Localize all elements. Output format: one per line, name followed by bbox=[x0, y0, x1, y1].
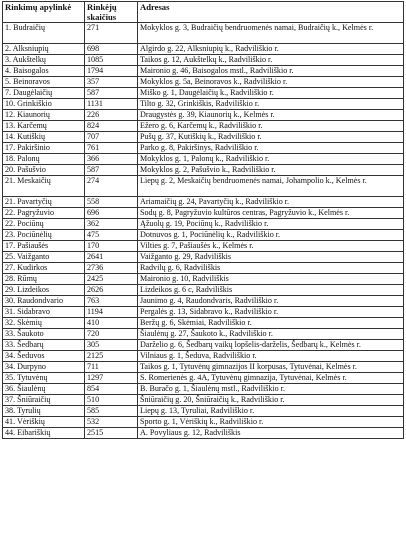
table-row bbox=[3, 77, 404, 88]
voters-cell: 2515 bbox=[85, 428, 138, 439]
table-row bbox=[3, 154, 404, 165]
voters-cell: 170 bbox=[85, 241, 138, 252]
table-row bbox=[3, 263, 404, 274]
address-cell: Vaižganto g. 29, Radviliškis bbox=[138, 252, 404, 263]
address-cell: Mokyklos g. 3, Budraičių bendruomenės namai, Budraičių k., Kelmės r. bbox=[138, 23, 404, 44]
voters-cell: 410 bbox=[85, 318, 138, 329]
address-cell: S. Romerienės g. 4A, Tytuvėnų gimnazija, Tytuvėnai, Kelmės r. bbox=[138, 373, 404, 384]
district-cell: 31. Sidabravo bbox=[3, 307, 85, 318]
address-cell: Šniūraičių g. 20, Šniūraičių k., Radviliškio r. bbox=[138, 395, 404, 406]
voters-cell: 532 bbox=[85, 417, 138, 428]
voters-cell: 698 bbox=[85, 44, 138, 55]
address-cell: Tilto g. 32, Grinkiškis, Radviliškio r. bbox=[138, 99, 404, 110]
table-row bbox=[3, 417, 404, 428]
address-cell: A. Povyliaus g. 12, Radviliškis bbox=[138, 428, 404, 439]
voters-cell: 1194 bbox=[85, 307, 138, 318]
table-row bbox=[3, 373, 404, 384]
voters-cell: 585 bbox=[85, 406, 138, 417]
district-cell: 21. Meskaičių bbox=[3, 176, 85, 197]
table-row bbox=[3, 44, 404, 55]
table-row bbox=[3, 296, 404, 307]
address-cell: Lizdeikos g. 6 c, Radviliškis bbox=[138, 285, 404, 296]
address-cell: Dotnuvos g. 1, Pociūnėlių k., Radviliškio r. bbox=[138, 230, 404, 241]
table-row bbox=[3, 132, 404, 143]
district-cell: 23. Pociūnėlių bbox=[3, 230, 85, 241]
voters-cell: 711 bbox=[85, 362, 138, 373]
voters-cell: 696 bbox=[85, 208, 138, 219]
district-cell: 7. Daugėlaičių bbox=[3, 88, 85, 99]
table-row bbox=[3, 351, 404, 362]
voters-cell: 2626 bbox=[85, 285, 138, 296]
table-row bbox=[3, 208, 404, 219]
table-row bbox=[3, 406, 404, 417]
voters-cell: 558 bbox=[85, 197, 138, 208]
table-row bbox=[3, 252, 404, 263]
table-header-row bbox=[3, 2, 404, 23]
voters-cell: 720 bbox=[85, 329, 138, 340]
voters-cell: 362 bbox=[85, 219, 138, 230]
voters-cell: 274 bbox=[85, 176, 138, 197]
table-row bbox=[3, 66, 404, 77]
table-row bbox=[3, 241, 404, 252]
address-cell: Šiaulėnų g. 27, Šaukoto k., Radviliškio r. bbox=[138, 329, 404, 340]
district-cell: 4. Baisogalos bbox=[3, 66, 85, 77]
table-row bbox=[3, 362, 404, 373]
address-cell: Ariamaičių g. 24, Pavartyčių k., Radviliškio r. bbox=[138, 197, 404, 208]
table-row bbox=[3, 88, 404, 99]
voters-cell: 763 bbox=[85, 296, 138, 307]
header-voters: Rinkėjų skaičius bbox=[85, 2, 138, 23]
address-cell: Taikos g. 1, Tytuvėnų gimnazijos II korpusas, Tytuvėnai, Kelmės r. bbox=[138, 362, 404, 373]
address-cell: Pušų g. 37, Kutiškių k., Radviliškio r. bbox=[138, 132, 404, 143]
voters-cell: 2425 bbox=[85, 274, 138, 285]
table-row bbox=[3, 219, 404, 230]
voters-cell: 2125 bbox=[85, 351, 138, 362]
district-cell: 34. Šeduvos bbox=[3, 351, 85, 362]
address-cell: Maironio g. 46, Baisogalos mstl., Radviliškio r. bbox=[138, 66, 404, 77]
voters-cell: 824 bbox=[85, 121, 138, 132]
district-cell: 37. Šniūraičių bbox=[3, 395, 85, 406]
voters-cell: 854 bbox=[85, 384, 138, 395]
table-row bbox=[3, 99, 404, 110]
table-row bbox=[3, 384, 404, 395]
voters-cell: 2641 bbox=[85, 252, 138, 263]
polling-districts-table bbox=[2, 1, 404, 439]
district-cell: 22. Pociūnų bbox=[3, 219, 85, 230]
address-cell: Taikos g. 12, Aukštelkų k., Radviliškio r. bbox=[138, 55, 404, 66]
district-cell: 17. Pašiaušės bbox=[3, 241, 85, 252]
district-cell: 14. Kutiškių bbox=[3, 132, 85, 143]
district-cell: 21. Pavartyčių bbox=[3, 197, 85, 208]
district-cell: 33. Šedbarų bbox=[3, 340, 85, 351]
address-cell: Pergalės g. 13, Sidabravo k., Radviliškio r. bbox=[138, 307, 404, 318]
voters-cell: 510 bbox=[85, 395, 138, 406]
address-cell: Sporto g. 1, Vėriškių k., Radviliškio r. bbox=[138, 417, 404, 428]
table-row bbox=[3, 395, 404, 406]
table-row bbox=[3, 318, 404, 329]
voters-cell: 587 bbox=[85, 88, 138, 99]
table-row bbox=[3, 307, 404, 318]
header-district: Rinkimų apylinkė bbox=[3, 2, 85, 23]
header-address: Adresas bbox=[138, 2, 404, 23]
table-row bbox=[3, 110, 404, 121]
district-cell: 32. Skėmių bbox=[3, 318, 85, 329]
district-cell: 1. Budraičių bbox=[3, 23, 85, 44]
voters-cell: 761 bbox=[85, 143, 138, 154]
voters-cell: 587 bbox=[85, 165, 138, 176]
table-row bbox=[3, 176, 404, 197]
address-cell: Draugystės g. 39, Kiaunorių k., Kelmės r. bbox=[138, 110, 404, 121]
district-cell: 20. Pašušvio bbox=[3, 165, 85, 176]
district-cell: 5. Beinoravos bbox=[3, 77, 85, 88]
address-cell: Ežero g. 6, Karčemų k., Radviliškio r. bbox=[138, 121, 404, 132]
address-cell: Mokyklos g. 2, Pašušvio k., Radviliškio r. bbox=[138, 165, 404, 176]
address-cell: Vilniaus g. 1, Šeduva, Radviliškio r. bbox=[138, 351, 404, 362]
address-cell: Vilties g. 7, Pašiaušės k., Kelmės r. bbox=[138, 241, 404, 252]
address-cell: Mokyklos g. 5a, Beinoravos k., Radviliškio r. bbox=[138, 77, 404, 88]
table-row bbox=[3, 23, 404, 44]
address-cell: Liepų g. 13, Tyruliai, Radviliškio r. bbox=[138, 406, 404, 417]
voters-cell: 1297 bbox=[85, 373, 138, 384]
district-cell: 25. Vaižganto bbox=[3, 252, 85, 263]
district-cell: 22. Pagryžuvio bbox=[3, 208, 85, 219]
address-cell: Darželio g. 6, Šedbarų vaikų lopšelis-darželis, Šedbarų k., Kelmės r. bbox=[138, 340, 404, 351]
voters-cell: 2736 bbox=[85, 263, 138, 274]
district-cell: 35. Tytuvėnų bbox=[3, 373, 85, 384]
voters-cell: 226 bbox=[85, 110, 138, 121]
voters-cell: 475 bbox=[85, 230, 138, 241]
voters-cell: 357 bbox=[85, 77, 138, 88]
address-cell: Ąžuolų g. 19, Pociūnų k., Radviliškio r. bbox=[138, 219, 404, 230]
voters-cell: 305 bbox=[85, 340, 138, 351]
district-cell: 30. Raudondvario bbox=[3, 296, 85, 307]
district-cell: 10. Grinkiškio bbox=[3, 99, 85, 110]
table-row bbox=[3, 230, 404, 241]
table-row bbox=[3, 285, 404, 296]
table-row bbox=[3, 143, 404, 154]
address-cell: Radvilų g. 6, Radviliškis bbox=[138, 263, 404, 274]
address-cell: Mokyklos g. 1, Palonų k., Radviliškio r. bbox=[138, 154, 404, 165]
table-row bbox=[3, 55, 404, 66]
voters-cell: 271 bbox=[85, 23, 138, 44]
address-cell: Jaunimo g. 4, Raudondvaris, Radviliškio r. bbox=[138, 296, 404, 307]
address-cell: B. Buračo g. 1, Šiaulėnų mstl., Radviliškio r. bbox=[138, 384, 404, 395]
voters-cell: 1794 bbox=[85, 66, 138, 77]
district-cell: 27. Kudirkos bbox=[3, 263, 85, 274]
district-cell: 36. Šiaulėnų bbox=[3, 384, 85, 395]
district-cell: 34. Durpyno bbox=[3, 362, 85, 373]
voters-cell: 1085 bbox=[85, 55, 138, 66]
district-cell: 2. Alksniupių bbox=[3, 44, 85, 55]
voters-cell: 366 bbox=[85, 154, 138, 165]
district-cell: 18. Palonų bbox=[3, 154, 85, 165]
district-cell: 12. Kiaunorių bbox=[3, 110, 85, 121]
district-cell: 17. Pakiršinio bbox=[3, 143, 85, 154]
district-cell: 3. Aukštelkų bbox=[3, 55, 85, 66]
district-cell: 29. Lizdeikos bbox=[3, 285, 85, 296]
address-cell: Miško g. 1, Daugėlaičių k., Radviliškio r. bbox=[138, 88, 404, 99]
district-cell: 41. Vėriškių bbox=[3, 417, 85, 428]
table-row bbox=[3, 428, 404, 439]
voters-cell: 1131 bbox=[85, 99, 138, 110]
voters-cell: 707 bbox=[85, 132, 138, 143]
district-cell: 44. Eibariškių bbox=[3, 428, 85, 439]
table-row bbox=[3, 329, 404, 340]
district-cell: 38. Tyrulių bbox=[3, 406, 85, 417]
table-row bbox=[3, 197, 404, 208]
district-cell: 28. Rūmų bbox=[3, 274, 85, 285]
address-cell: Algirdo g. 22, Alksniupių k., Radviliškio r. bbox=[138, 44, 404, 55]
table-row bbox=[3, 165, 404, 176]
table-row bbox=[3, 274, 404, 285]
table-row bbox=[3, 340, 404, 351]
table-row bbox=[3, 121, 404, 132]
address-cell: Sodų g. 8, Pagryžuvio kultūros centras, Pagryžuvio k., Kelmės r. bbox=[138, 208, 404, 219]
address-cell: Maironio g. 10, Radviliškis bbox=[138, 274, 404, 285]
address-cell: Parko g. 8, Pakiršinys, Radviliškio r. bbox=[138, 143, 404, 154]
address-cell: Liepų g. 2, Meskaičių bendruomenės namai, Johampolio k., Kelmės r. bbox=[138, 176, 404, 197]
district-cell: 13. Karčemų bbox=[3, 121, 85, 132]
address-cell: Beržų g. 6, Skėmiai, Radviliškio r. bbox=[138, 318, 404, 329]
district-cell: 33. Šaukoto bbox=[3, 329, 85, 340]
